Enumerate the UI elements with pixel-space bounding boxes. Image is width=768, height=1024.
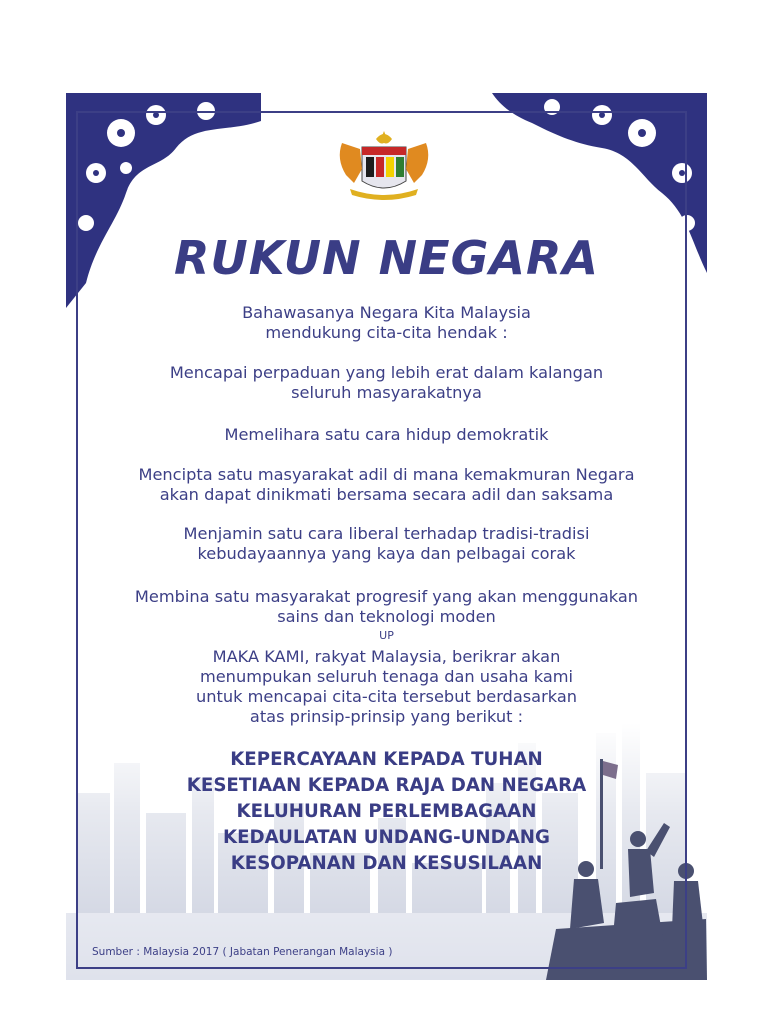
preamble-line: mendukung cita-cita hendak :: [265, 323, 508, 342]
pledge-line: atas prinsip-prinsip yang berikut :: [249, 707, 524, 726]
preamble: [66, 303, 707, 343]
malaysia-coat-of-arms-icon: [332, 129, 436, 201]
aspiration-3: [66, 465, 707, 505]
aspiration-line: Mencapai perpaduan yang lebih erat dalam kalangan: [169, 363, 604, 382]
aspiration-line: Menjamin satu cara liberal terhadap tradisi-tradisi: [183, 524, 590, 543]
aspiration-line: Membina satu masyarakat progresif yang akan menggunakan: [134, 587, 639, 606]
page-title: RUKUN NEGARA: [174, 231, 599, 285]
principle-item: KESOPANAN DAN KESUSILAAN: [230, 853, 543, 874]
aspiration-line: kebudayaannya yang kaya dan pelbagai corak: [197, 544, 576, 563]
pledge-line: untuk mencapai cita-cita tersebut berdasarkan: [195, 687, 578, 706]
principle-item: KEPERCAYAAN KEPADA TUHAN: [230, 749, 543, 770]
principle-item: KELUHURAN PERLEMBAGAAN: [236, 801, 537, 822]
aspiration-line: Memelihara satu cara hidup demokratik: [224, 425, 549, 444]
aspiration-2: [66, 425, 707, 445]
aspiration-line: akan dapat dinikmati bersama secara adil dan saksama: [159, 485, 614, 504]
pledge-line: MAKA KAMI, rakyat Malaysia, berikrar akan: [212, 647, 561, 666]
aspiration-line: seluruh masyarakatnya: [291, 383, 482, 402]
principle-item: KEDAULATAN UNDANG-UNDANG: [223, 827, 550, 848]
stray-text: UP: [379, 629, 394, 642]
aspiration-1: [66, 363, 707, 403]
pledge: [66, 647, 707, 727]
preamble-line: Bahawasanya Negara Kita Malaysia: [242, 303, 531, 322]
principles-list: [66, 747, 707, 877]
pledge-line: menumpukan seluruh tenaga dan usaha kami: [199, 667, 574, 686]
rukun-negara-poster: [66, 93, 707, 980]
principle-item: KESETIAAN KEPADA RAJA DAN NEGARA: [186, 775, 587, 796]
aspiration-5: [66, 587, 707, 627]
source-note: Sumber : Malaysia 2017 ( Jabatan Penerangan Malaysia ): [92, 946, 393, 958]
aspiration-line: Mencipta satu masyarakat adil di mana kemakmuran Negara: [138, 465, 635, 484]
aspiration-line: sains dan teknologi moden: [277, 607, 496, 626]
aspiration-4: [66, 524, 707, 564]
